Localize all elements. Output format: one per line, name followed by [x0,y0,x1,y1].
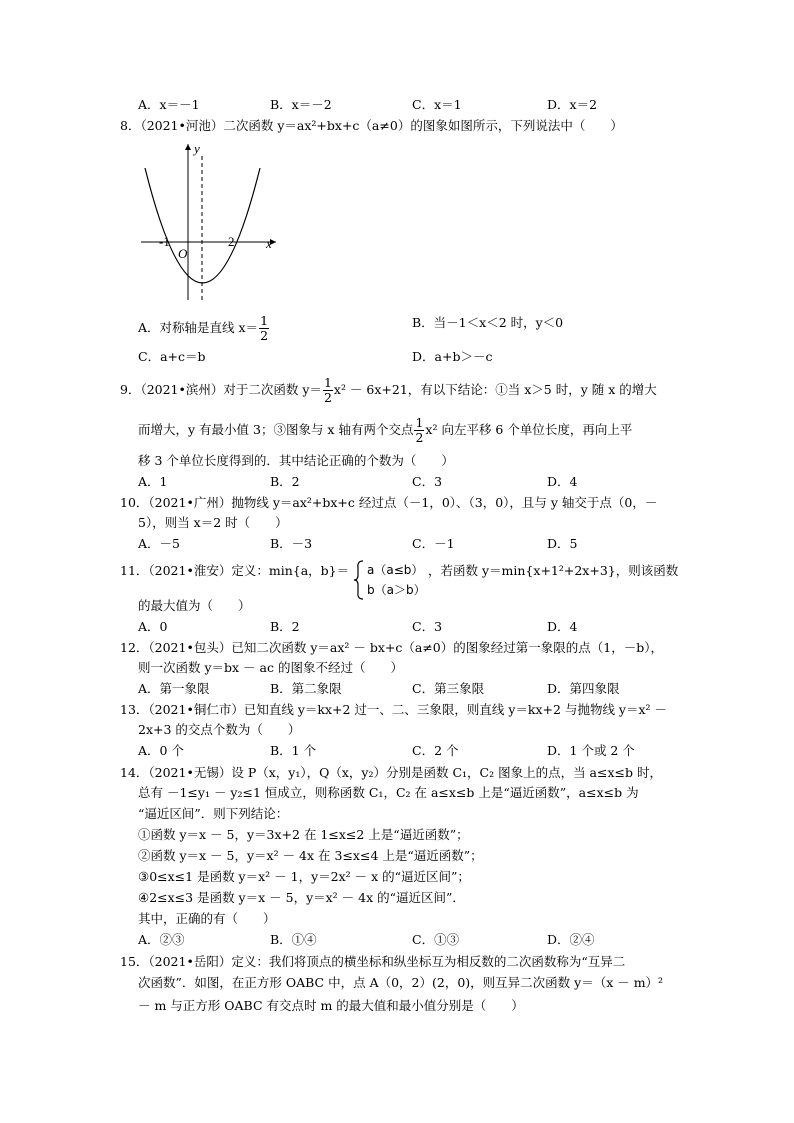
q11-option-a[interactable]: A．0 [138,619,168,634]
q12-line1: 12．（2021•包头）已知二次函数 y＝ax² － bx+c（a≠0）的图象经过第一象限的点（1，－b）， [120,640,663,655]
q13-option-c[interactable]: C．2 个 [412,743,459,758]
q8-stem: 8．（2021•河池）二次函数 y＝ax²+bx+c（a≠0）的图象如图所示，下列说法中（ ） [120,118,623,133]
x-axis-label: x [266,236,272,251]
q14-option-d[interactable]: D．②④ [547,932,595,947]
q13-option-b[interactable]: B．1 个 [270,743,317,758]
q12-line2: 则一次函数 y＝bx － ac 的图象不经过（ ） [138,660,403,675]
q14-option-c[interactable]: C．①③ [412,932,460,947]
q15-line3: － m 与正方形 OABC 有交点时 m 的最大值和最小值分别是（ ） [138,998,524,1013]
q10-line1: 10．（2021•广州）抛物线 y＝ax²+bx+c 经过点（－1，0）、（3，0），且与 y 轴交于点（0，－ [120,495,658,510]
q14-item-3: ③0≤x≤1 是函数 y＝x² － 1，y＝2x² － x 的“逼近区间”； [138,869,470,884]
q11-case-2: b（a＞b） [367,583,426,597]
q7-options [0,96,794,114]
q11-options [0,618,794,636]
q13-options [0,742,794,760]
q11-line2: 的最大值为（ ） [138,598,251,613]
origin-label: O [178,246,188,261]
q14-line3: “逼近区间”．则下列结论： [138,806,289,821]
q13-option-a[interactable]: A．0 个 [138,743,184,758]
q9-option-c[interactable]: C．3 [412,474,443,489]
q10-options [0,535,794,553]
q10-option-b[interactable]: B．－3 [270,536,313,551]
q15-line2: 次函数”．如图，在正方形 OABC 中，点 A（0，2）(2，0)，则互异二次函数 y＝（x － m）² [138,975,664,990]
fraction-one-half: $\frac{1}{2}$ [415,415,424,445]
q10-option-a[interactable]: A．－5 [138,536,180,551]
left-brace-icon [353,560,365,600]
q13-line2: 2x+3 的交点个数为（ ） [138,722,301,737]
q7-option-a[interactable]: A．x＝－1 [138,97,200,112]
q9-line2: 而增大，y 有最小值 3；③图象与 x 轴有两个交点 $\frac{1}{2}$ x² 向左平移 6 个单位长度，再向上平 [138,415,633,445]
q13-option-d[interactable]: D．1 个或 2 个 [547,743,635,758]
q7-option-b[interactable]: B．x＝－2 [270,97,332,112]
q12-option-d[interactable]: D．第四象限 [547,681,620,696]
y-axis-label: y [194,141,200,156]
q12-option-a[interactable]: A．第一象限 [138,681,210,696]
q14-option-a[interactable]: A．②③ [138,932,185,947]
q8-option-b[interactable]: B．当－1＜x＜2 时，y＜0 [412,315,564,330]
left-root-label: -1 [159,234,170,249]
q10-option-c[interactable]: C．－1 [412,536,455,551]
q12-options [0,680,794,698]
q9-line3: 移 3 个单位长度得到的．其中结论正确的个数为（ ） [138,453,454,468]
q7-option-d[interactable]: D．x＝2 [547,97,598,112]
q14-options [0,931,794,949]
q11-option-b[interactable]: B．2 [270,619,300,634]
q7-option-c[interactable]: C．x＝1 [412,97,462,112]
fraction-one-half: $\frac{1}{2}$ [323,375,332,405]
q14-item-4: ④2≤x≤3 是函数 y＝x － 5，y＝x² － 4x 的“逼近区间”． [138,890,465,905]
q11-option-c[interactable]: C．3 [412,619,443,634]
fraction-one-half: $\frac{1}{2}$ [260,313,269,343]
q9-line1: 9．（2021•滨州）对于二次函数 y＝ $\frac{1}{2}$ x² － 6x+21，有以下结论：①当 x＞5 时，y 随 x 的增大 [120,375,657,405]
q14-line2: 总有 －1≤y₁ － y₂≤1 恒成立，则称函数 C₁，C₂ 在 a≤x≤b 上是“逼近函数”，a≤x≤b 为 [138,785,639,800]
q12-option-b[interactable]: B．第二象限 [270,681,342,696]
q14-question: 其中，正确的有（ ） [138,911,276,926]
q13-line1: 13．（2021•铜仁市）已知直线 y＝kx+2 过一、二、三象限，则直线 y＝kx+2 与抛物线 y＝x² － [120,702,668,717]
q9-options [0,473,794,491]
q8-option-a[interactable]: A．对称轴是直线 x＝ $\frac{1}{2}$ [138,313,269,343]
q11-line1-right: ，若函数 y＝min{x+1²+2x+3}，则该函数 [428,563,679,578]
q10-option-d[interactable]: D．5 [547,536,578,551]
q15-line1: 15．（2021•岳阳）定义：我们将顶点的横坐标和纵坐标互为相反数的二次函数称为“互异二 [120,954,626,969]
q11-line1-left: 11．（2021•淮安）定义：min{a，b}＝ [120,563,350,578]
q11-option-d[interactable]: D．4 [547,619,578,634]
q9-option-a[interactable]: A．1 [138,474,168,489]
q9-option-b[interactable]: B．2 [270,474,300,489]
right-root-label: 2 [228,234,235,249]
q8-option-c[interactable]: C．a+c＝b [138,349,206,364]
q14-line1: 14．（2021•无锡）设 P（x，y₁），Q（x，y₂）分别是函数 C₁，C₂ 图象上的点，当 a≤x≤b 时， [120,765,662,780]
q12-option-c[interactable]: C．第三象限 [412,681,485,696]
q9-option-d[interactable]: D．4 [547,474,578,489]
q10-line2: 5），则当 x＝2 时（ ） [138,515,288,530]
q14-item-1: ①函数 y＝x － 5，y＝3x+2 在 1≤x≤2 上是“逼近函数”； [138,827,469,842]
q8-parabola-graph [136,138,286,303]
q14-option-b[interactable]: B．①④ [270,932,317,947]
q8-option-d[interactable]: D．a+b＞－c [412,349,493,364]
q14-item-2: ②函数 y＝x － 5，y＝x² － 4x 在 3≤x≤4 上是“逼近函数”； [138,848,483,863]
q11-case-1: a（a≤b） [367,563,424,577]
